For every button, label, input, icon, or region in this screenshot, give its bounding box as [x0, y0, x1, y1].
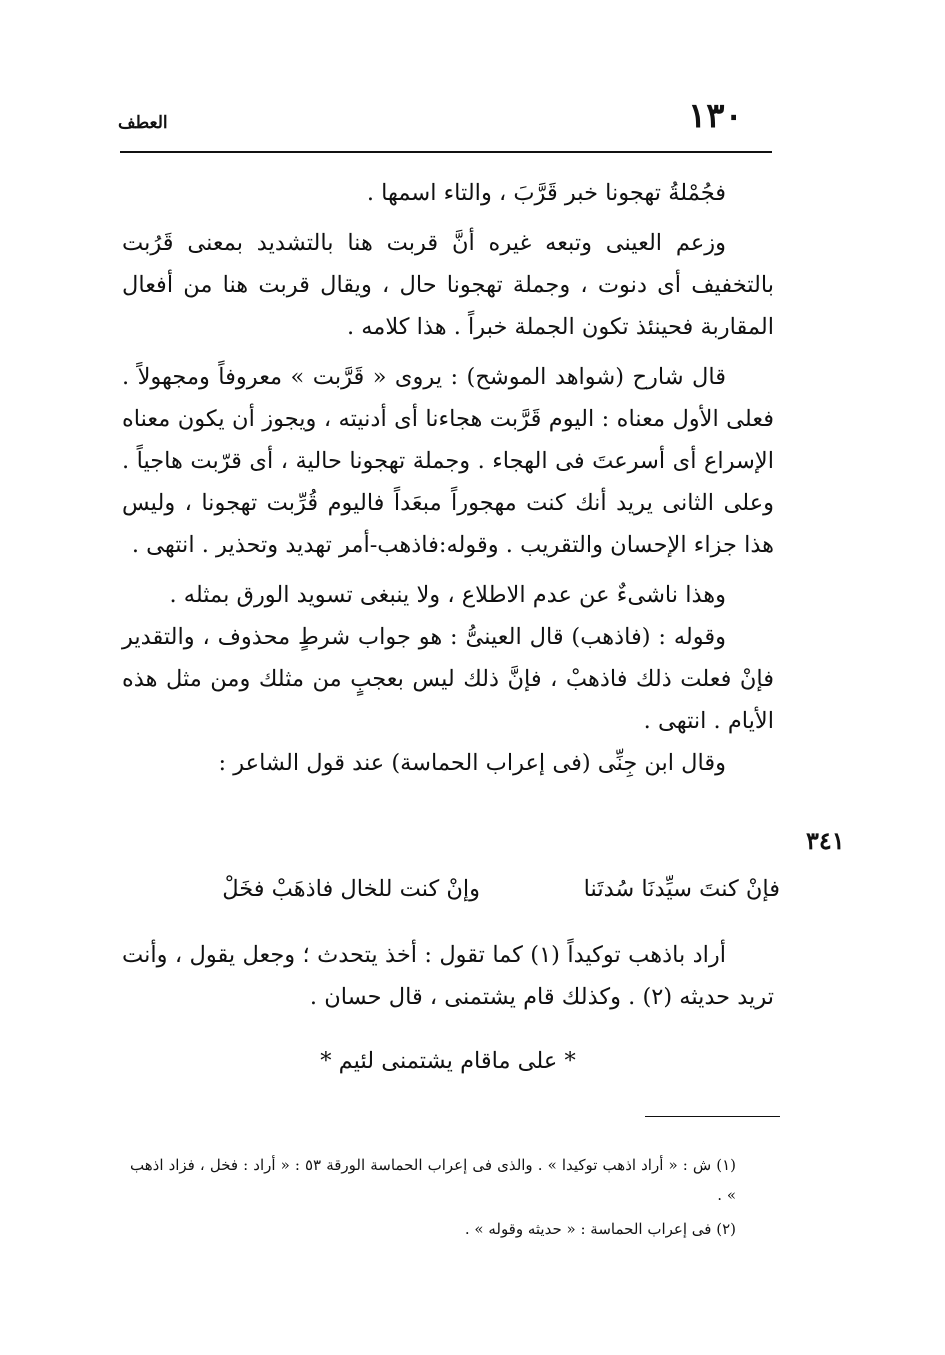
quoted-verse-line: * على ماقام يشتمنى لئيم *: [320, 1048, 576, 1074]
paragraph-1: فجُمْلةُ تهجونا خبر قَرَّبَ ، والتاء اسمها .: [366, 180, 726, 206]
verse-first-hemistich: فإنْ كنتَ سيِّدنَا سُدتَنا: [583, 876, 780, 902]
paragraph-after-verse: أراد باذهب توكيداً (١) كما تقول : أخذ يتحدث ؛ وجعل يقول ، وأنت تريد حديثه (٢) . وكذلك قام يشتمنى ، قال حسان .: [122, 942, 774, 1010]
footnote-2: (٢) فى إعراب الحماسة : « حديثه وقوله » .: [464, 1220, 736, 1238]
page-number: ١٣٠: [688, 96, 743, 136]
paragraph-4: وهذا ناشىءٌ عن عدم الاطلاع ، ولا ينبغى تسويد الورق بمثله .: [169, 582, 726, 608]
margin-note-number: ٣٤١: [806, 826, 845, 855]
footnote-rule: [645, 1116, 780, 1117]
paragraph-3: قال شارح (شواهد الموشح) : يروى « قَرَّبت » معروفاً ومجهولاً . فعلى الأول معناه : اليوم قَرَّبت هجاءنا أى أدنيته ، ويجوز أن يكون معناه الإسراع أى أسرعتَ فى الهجاء . وجملة تهجونا حالية ، أى قرّبت هاجياً . وعلى الثانى يريد أنك كنت مهجوراً مبعَداً فاليوم قُرِّبت تهجونا ، وليس هذا جزاء الإحسان والتقريب . وقوله:فاذهب-أمر تهديد وتحذير . انتهى .: [122, 364, 774, 558]
header-rule: [120, 151, 772, 153]
main-text-block: [122, 172, 774, 784]
footnote-1: (١) ش : « أراد اذهب توكيدا » . والذى فى إعراب الحماسة الورقة ٥٣ : « أراد : فخل ، فزاد اذهب » .: [130, 1156, 736, 1204]
footnotes: [130, 1150, 736, 1248]
verse-second-hemistich: وإنْ كنت للخال فاذهَبْ فخَلْ: [222, 876, 480, 902]
running-title: العطف: [118, 113, 168, 133]
paragraph-6: وقال ابن جِنِّى (فى إعراب الحماسة) عند قول الشاعر :: [218, 750, 726, 776]
post-verse-block: [122, 934, 774, 1018]
paragraph-2: وزعم العينى وتبعه غيره أنَّ قربت هنا بالتشديد بمعنى قَرُبت بالتخفيف أى دنوت ، وجملة تهجونا حال ، ويقال قربت هنا من أفعال المقاربة فحينئذ تكون الجملة خبراً . هذا كلامه .: [122, 230, 774, 340]
paragraph-5: وقوله : (فاذهب) قال العينىُّ : هو جواب شرطٍ محذوف ، والتقدير فإنْ فعلت ذلك فاذهبْ ، فإنَّ ذلك ليس بعجبٍ من مثلك ومن مثل هذه الأيام . انتهى .: [122, 624, 774, 734]
